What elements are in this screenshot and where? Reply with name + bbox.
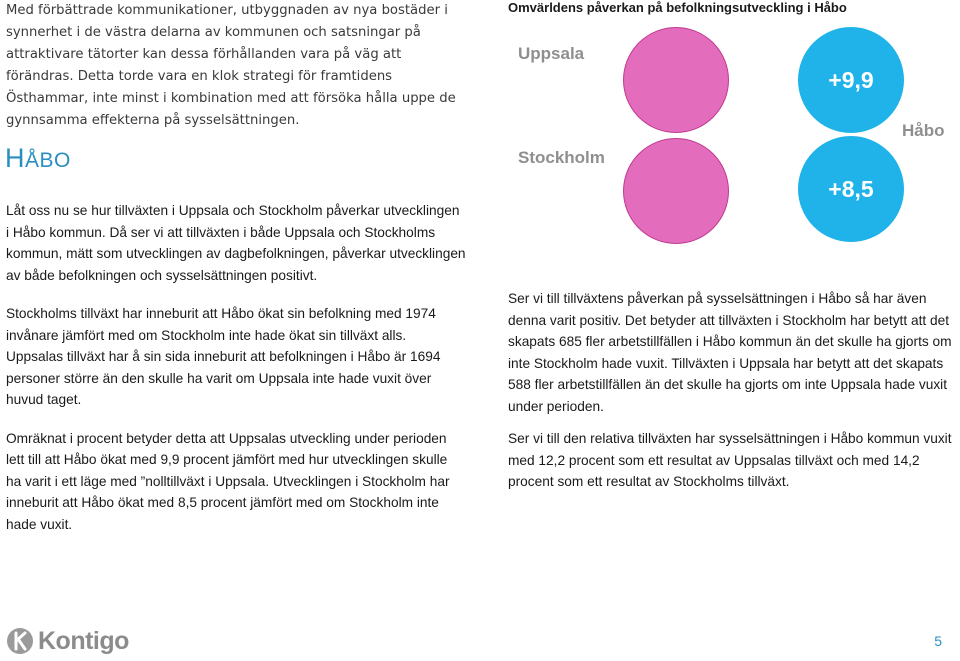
page-number: 5 [934, 633, 942, 649]
right-paragraph-1: Ser vi till tillväxtens påverkan på sysselsättningen i Håbo så har även denna varit positiv. Det betyder att tillväxten i Stockholm har betytt att det skapats 685 fler arbetstillfällen i Håbo kommun än det skulle ha gjorts om inte Stockholm hade vuxit. Tillväxten i Uppsala har betytt att det skapats 588 fler arbetstillfällen än det skulle ha gjorts om inte Uppsala hade vuxit under perioden. [508, 291, 952, 414]
heading-rest: ÅBO [25, 149, 71, 172]
section-heading-habo [5, 143, 71, 174]
uppsala-circle [623, 27, 729, 133]
kontigo-logo [5, 626, 129, 656]
left-paragraph-3: Omräknat i procent betyder detta att Uppsalas utveckling under perioden lett till att Håbo ökat med 9,9 procent jämfört med hur utvecklingen skulle ha varit i ett läge med ”nolltillväxt i Uppsala. Utvecklingen i Stockholm har inneburit att Håbo ökat med 8,5 procent jämfört med om Stockholm inte hade vuxit. [6, 430, 450, 532]
left-body-text [6, 200, 466, 552]
label-stockholm: Stockholm [518, 148, 605, 167]
logo-text: Kontigo [38, 626, 129, 655]
influence-figure [508, 22, 960, 252]
intro-paragraph: Med förbättrade kommunikationer, utbyggnaden av nya bostäder i synnerhet i de västra delarna av kommunen och satsningar på attraktivare tätorter kan dessa förhållanden vara på väg att förändras. Detta torde vara en klok strategi för framtidens Östhammar, inte minst i kombination med att försöka hålla uppe de gynnsamma effekterna på sysselsättningen. [6, 3, 456, 128]
left-paragraph-2: Stockholms tillväxt har inneburit att Håbo ökat sin befolkning med 1974 invånare jämfört med om Stockholm inte hade ökat sin tillväxt alls. Uppsalas tillväxt har å sin sida inneburit att befolkningen i Håbo är 1694 personer större än den skulle ha varit om Uppsala inte hade vuxit över huvud taget. [6, 306, 441, 407]
left-paragraph-1: Låt oss nu se hur tillväxten i Uppsala och Stockholm påverkar utvecklingen i Håbo kommun. Då ser vi att tillväxten i både Uppsala och Stockholms kommun, mätt som utvecklingen av dagbefolkningen, påverkar utvecklingen av både befolkningen och sysselsättningen positivt. [6, 203, 466, 283]
habo-uppsala-effect-circle [798, 27, 904, 133]
label-habo: Håbo [902, 121, 945, 140]
right-paragraph-2: Ser vi till den relativa tillväxten har sysselsättningen i Håbo kommun vuxit med 12,2 procent som ett resultat av Uppsalas tillväxt och med 14,2 procent som ett resultat av Stockholms tillväxt. [508, 431, 952, 489]
right-body-text [508, 288, 960, 504]
stockholm-effect-value: +8,5 [828, 175, 874, 202]
uppsala-effect-value: +9,9 [828, 66, 874, 93]
habo-stockholm-effect-circle [798, 136, 904, 242]
stockholm-circle [623, 138, 729, 244]
label-uppsala: Uppsala [518, 44, 585, 63]
figure-title: Omvärldens påverkan på befolkningsutveckling i Håbo [508, 0, 847, 15]
kontigo-logo-icon [5, 626, 35, 656]
heading-initial: H [5, 143, 25, 173]
